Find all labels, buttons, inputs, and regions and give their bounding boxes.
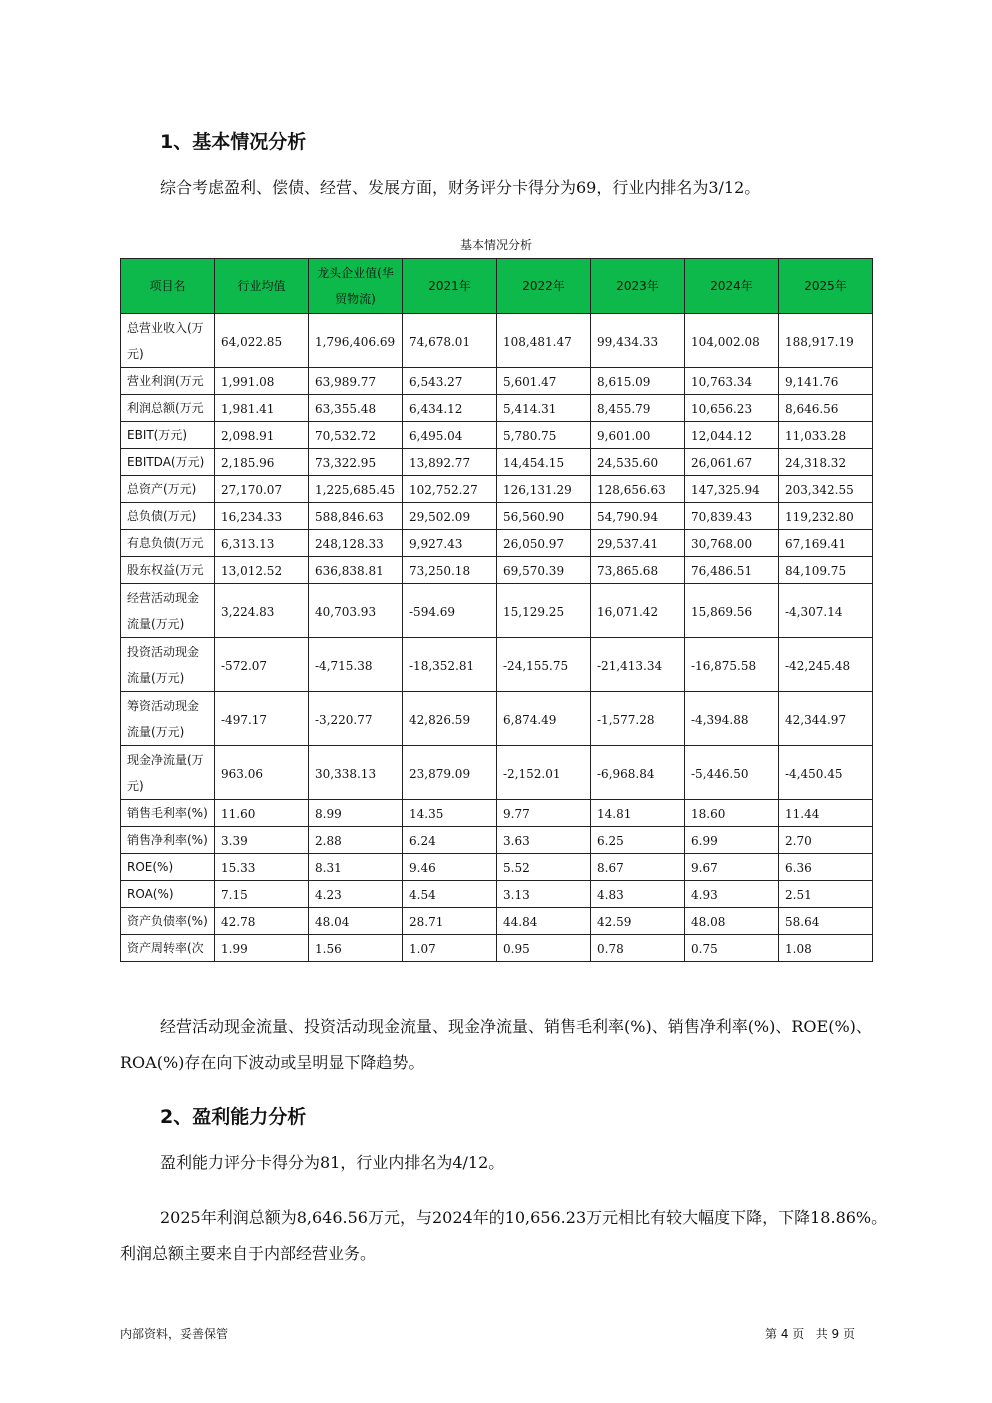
table-cell: 0.78 — [591, 935, 685, 962]
table-cell: 76,486.51 — [685, 557, 779, 584]
table-cell: -497.17 — [215, 692, 309, 746]
table-cell: 636,838.81 — [309, 557, 403, 584]
table-cell: 14.35 — [403, 800, 497, 827]
table-cell: 2,098.91 — [215, 422, 309, 449]
table-cell: 8.67 — [591, 854, 685, 881]
table-cell: 8,646.56 — [779, 395, 873, 422]
table-cell: 48.04 — [309, 908, 403, 935]
table-cell: 128,656.63 — [591, 476, 685, 503]
table-cell: 147,325.94 — [685, 476, 779, 503]
table-cell: 248,128.33 — [309, 530, 403, 557]
table-cell: -18,352.81 — [403, 638, 497, 692]
table-cell: 9,927.43 — [403, 530, 497, 557]
table-row — [121, 368, 873, 395]
table-cell: 6.25 — [591, 827, 685, 854]
row-label: ROA(%) — [121, 881, 215, 908]
table-cell: 42.78 — [215, 908, 309, 935]
table-cell: 54,790.94 — [591, 503, 685, 530]
table-cell: 63,355.48 — [309, 395, 403, 422]
footer-page-number: 第 4 页 共 9 页 — [765, 1327, 855, 1341]
table-row — [121, 800, 873, 827]
table-cell: 73,250.18 — [403, 557, 497, 584]
table-row — [121, 881, 873, 908]
table-cell: 8,455.79 — [591, 395, 685, 422]
table-header-row — [121, 259, 873, 314]
table-header-cell: 2023年 — [591, 259, 685, 314]
table-row — [121, 935, 873, 962]
table-cell: 12,044.12 — [685, 422, 779, 449]
row-label: 现金净流量(万元) — [121, 746, 215, 800]
table-cell: 6,434.12 — [403, 395, 497, 422]
table-cell: 24,535.60 — [591, 449, 685, 476]
table-cell: 30,768.00 — [685, 530, 779, 557]
row-label: EBITDA(万元) — [121, 449, 215, 476]
table-cell: 16,234.33 — [215, 503, 309, 530]
table-row — [121, 395, 873, 422]
section-2-heading: 2、盈利能力分析 — [160, 1106, 307, 1128]
row-label: 总营业收入(万元) — [121, 314, 215, 368]
table-row — [121, 422, 873, 449]
table-cell: 73,865.68 — [591, 557, 685, 584]
table-header-cell: 2022年 — [497, 259, 591, 314]
table-cell: 48.08 — [685, 908, 779, 935]
table-cell: 6,495.04 — [403, 422, 497, 449]
table-row — [121, 503, 873, 530]
profitability-score: 盈利能力评分卡得分为81，行业内排名为4/12。 — [160, 1153, 505, 1172]
row-label: 投资活动现金流量(万元) — [121, 638, 215, 692]
table-cell: 27,170.07 — [215, 476, 309, 503]
table-cell: 1.56 — [309, 935, 403, 962]
table-row — [121, 476, 873, 503]
table-row — [121, 638, 873, 692]
table-cell: 1.99 — [215, 935, 309, 962]
table-cell: 24,318.32 — [779, 449, 873, 476]
table-cell: 15,869.56 — [685, 584, 779, 638]
row-label: ROE(%) — [121, 854, 215, 881]
table-row — [121, 557, 873, 584]
table-header-cell: 龙头企业值(华贸物流) — [309, 259, 403, 314]
table-cell: 70,532.72 — [309, 422, 403, 449]
table-cell: 15.33 — [215, 854, 309, 881]
table-cell: 9,141.76 — [779, 368, 873, 395]
table-cell: 5,601.47 — [497, 368, 591, 395]
table-cell: 2.51 — [779, 881, 873, 908]
row-label: 销售净利率(%) — [121, 827, 215, 854]
table-cell: 84,109.75 — [779, 557, 873, 584]
row-label: 筹资活动现金流量(万元) — [121, 692, 215, 746]
table-cell: 1,225,685.45 — [309, 476, 403, 503]
table-cell: 6,543.27 — [403, 368, 497, 395]
table-cell: -21,413.34 — [591, 638, 685, 692]
table-header-cell: 2025年 — [779, 259, 873, 314]
table-cell: 0.95 — [497, 935, 591, 962]
table-cell: 42.59 — [591, 908, 685, 935]
row-label: 营业利润(万元 — [121, 368, 215, 395]
table-cell: 3.13 — [497, 881, 591, 908]
footer-confidential: 内部资料，妥善保管 — [120, 1327, 229, 1341]
table-cell: 5,414.31 — [497, 395, 591, 422]
table-row — [121, 692, 873, 746]
table-cell: -2,152.01 — [497, 746, 591, 800]
table-cell: 74,678.01 — [403, 314, 497, 368]
table-cell: 1,796,406.69 — [309, 314, 403, 368]
table-cell: 6,313.13 — [215, 530, 309, 557]
table-cell: 14,454.15 — [497, 449, 591, 476]
table-cell: 10,763.34 — [685, 368, 779, 395]
table-cell: -16,875.58 — [685, 638, 779, 692]
table-cell: 6.36 — [779, 854, 873, 881]
table-cell: 4.23 — [309, 881, 403, 908]
table-cell: -24,155.75 — [497, 638, 591, 692]
financial-table — [120, 258, 873, 962]
table-row — [121, 314, 873, 368]
table-row — [121, 530, 873, 557]
table-header-cell: 2021年 — [403, 259, 497, 314]
table-cell: 9.77 — [497, 800, 591, 827]
table-cell: 3,224.83 — [215, 584, 309, 638]
trend-note: 经营活动现金流量、投资活动现金流量、现金净流量、销售毛利率(%)、销售净利率(%)、ROE(%)、ROA(%)存在向下波动或呈明显下降趋势。 — [120, 1017, 872, 1072]
table-cell: 4.93 — [685, 881, 779, 908]
table-cell: 104,002.08 — [685, 314, 779, 368]
table-cell: 8,615.09 — [591, 368, 685, 395]
table-cell: 16,071.42 — [591, 584, 685, 638]
row-label: 总资产(万元) — [121, 476, 215, 503]
table-cell: -572.07 — [215, 638, 309, 692]
table-cell: -5,446.50 — [685, 746, 779, 800]
table-row — [121, 827, 873, 854]
row-label: EBIT(万元) — [121, 422, 215, 449]
row-label: 利润总额(万元 — [121, 395, 215, 422]
table-cell: 11.60 — [215, 800, 309, 827]
table-cell: -4,450.45 — [779, 746, 873, 800]
table-cell: 2.88 — [309, 827, 403, 854]
table-cell: 1,991.08 — [215, 368, 309, 395]
table-cell: 56,560.90 — [497, 503, 591, 530]
table-cell: 4.83 — [591, 881, 685, 908]
table-cell: 26,061.67 — [685, 449, 779, 476]
table-cell: 9.67 — [685, 854, 779, 881]
table-cell: 11.44 — [779, 800, 873, 827]
table-cell: 99,434.33 — [591, 314, 685, 368]
table-header-cell: 项目名 — [121, 259, 215, 314]
table-cell: -42,245.48 — [779, 638, 873, 692]
table-cell: 1,981.41 — [215, 395, 309, 422]
table-cell: -3,220.77 — [309, 692, 403, 746]
row-label: 有息负债(万元 — [121, 530, 215, 557]
table-cell: 64,022.85 — [215, 314, 309, 368]
table-cell: 29,537.41 — [591, 530, 685, 557]
table-cell: 13,892.77 — [403, 449, 497, 476]
table-cell: 8.99 — [309, 800, 403, 827]
table-cell: 42,344.97 — [779, 692, 873, 746]
table-cell: 63,989.77 — [309, 368, 403, 395]
table-cell: 2,185.96 — [215, 449, 309, 476]
row-label: 股东权益(万元 — [121, 557, 215, 584]
table-cell: 13,012.52 — [215, 557, 309, 584]
table-cell: 42,826.59 — [403, 692, 497, 746]
table-cell: 108,481.47 — [497, 314, 591, 368]
table-body — [121, 314, 873, 962]
table-cell: 73,322.95 — [309, 449, 403, 476]
table-cell: 67,169.41 — [779, 530, 873, 557]
row-label: 资产负债率(%) — [121, 908, 215, 935]
table-cell: -4,307.14 — [779, 584, 873, 638]
table-cell: 70,839.43 — [685, 503, 779, 530]
table-cell: 126,131.29 — [497, 476, 591, 503]
table-cell: 30,338.13 — [309, 746, 403, 800]
table-cell: 6,874.49 — [497, 692, 591, 746]
table-cell: 2.70 — [779, 827, 873, 854]
section-1-heading: 1、基本情况分析 — [160, 131, 307, 153]
table-cell: 0.75 — [685, 935, 779, 962]
row-label: 资产周转率(次 — [121, 935, 215, 962]
table-cell: 14.81 — [591, 800, 685, 827]
table-cell: 1.08 — [779, 935, 873, 962]
table-cell: 28.71 — [403, 908, 497, 935]
table-caption: 基本情况分析 — [459, 238, 532, 252]
row-label: 销售毛利率(%) — [121, 800, 215, 827]
table-cell: 1.07 — [403, 935, 497, 962]
table-cell: 7.15 — [215, 881, 309, 908]
table-cell: 10,656.23 — [685, 395, 779, 422]
table-cell: 6.24 — [403, 827, 497, 854]
table-cell: 29,502.09 — [403, 503, 497, 530]
table-cell: 102,752.27 — [403, 476, 497, 503]
table-row — [121, 746, 873, 800]
row-label: 经营活动现金流量(万元) — [121, 584, 215, 638]
table-cell: -4,715.38 — [309, 638, 403, 692]
table-cell: 8.31 — [309, 854, 403, 881]
table-cell: 4.54 — [403, 881, 497, 908]
table-cell: 15,129.25 — [497, 584, 591, 638]
table-cell: 3.39 — [215, 827, 309, 854]
table-cell: 3.63 — [497, 827, 591, 854]
table-cell: 5.52 — [497, 854, 591, 881]
row-label: 总负债(万元) — [121, 503, 215, 530]
table-row — [121, 854, 873, 881]
table-cell: 11,033.28 — [779, 422, 873, 449]
table-cell: -6,968.84 — [591, 746, 685, 800]
table-cell: 5,780.75 — [497, 422, 591, 449]
table-header-cell: 行业均值 — [215, 259, 309, 314]
table-cell: 44.84 — [497, 908, 591, 935]
table-cell: 18.60 — [685, 800, 779, 827]
table-cell: 23,879.09 — [403, 746, 497, 800]
table-row — [121, 584, 873, 638]
table-cell: 26,050.97 — [497, 530, 591, 557]
section-1-summary: 综合考虑盈利、偿债、经营、发展方面，财务评分卡得分为69，行业内排名为3/12。 — [160, 178, 761, 197]
table-cell: 58.64 — [779, 908, 873, 935]
table-cell: 40,703.93 — [309, 584, 403, 638]
table-row — [121, 908, 873, 935]
table-cell: 188,917.19 — [779, 314, 873, 368]
table-cell: 9.46 — [403, 854, 497, 881]
table-cell: 6.99 — [685, 827, 779, 854]
table-cell: 203,342.55 — [779, 476, 873, 503]
table-cell: -594.69 — [403, 584, 497, 638]
table-header-cell: 2024年 — [685, 259, 779, 314]
table-cell: -1,577.28 — [591, 692, 685, 746]
profit-detail: 2025年利润总额为8,646.56万元，与2024年的10,656.23万元相比有较大幅度下降，下降18.86%。利润总额主要来自于内部经营业务。 — [120, 1208, 888, 1263]
table-cell: 9,601.00 — [591, 422, 685, 449]
table-cell: 588,846.63 — [309, 503, 403, 530]
table-cell: 69,570.39 — [497, 557, 591, 584]
table-cell: 963.06 — [215, 746, 309, 800]
table-cell: 119,232.80 — [779, 503, 873, 530]
table-cell: -4,394.88 — [685, 692, 779, 746]
table-row — [121, 449, 873, 476]
